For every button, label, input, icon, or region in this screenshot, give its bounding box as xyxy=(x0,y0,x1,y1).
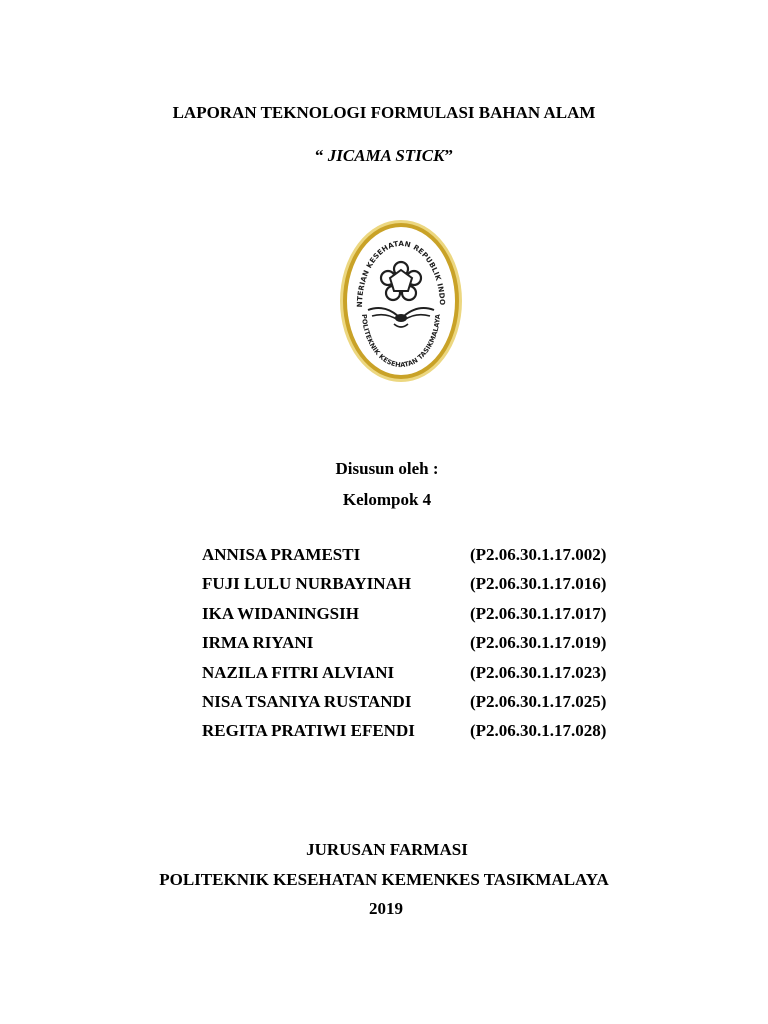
subtitle-close-quote: ” xyxy=(444,146,453,165)
member-student-id: (P2.06.30.1.17.016) xyxy=(470,574,607,594)
member-student-id: (P2.06.30.1.17.023) xyxy=(470,662,607,682)
report-subtitle xyxy=(0,146,768,166)
member-name: NISA TSANIYA RUSTANDI xyxy=(202,691,412,711)
member-student-id: (P2.06.30.1.17.019) xyxy=(470,633,607,653)
member-name: FUJI LULU NURBAYINAH xyxy=(202,574,412,594)
member-name: REGITA PRATIWI EFENDI xyxy=(202,721,415,741)
member-row xyxy=(202,663,642,692)
member-name: NAZILA FITRI ALVIANI xyxy=(202,662,395,682)
subtitle-product-name: JICAMA STICK xyxy=(327,146,445,165)
member-row xyxy=(202,545,642,574)
svg-text:KEMENTERIAN KESEHATAN REPUBLIK: NTERIAN KESEHATAN REPUBLIK INDO xyxy=(354,238,448,308)
member-row xyxy=(202,633,642,662)
svg-text:POLITEKNIK KESEHATAN TASIKMALA: POLITEKNIK KESEHATAN TASIKMALAYA xyxy=(360,313,443,370)
member-row xyxy=(202,604,642,633)
authored-by-label: Disusun oleh : xyxy=(335,459,439,478)
member-row xyxy=(202,721,642,750)
report-year: 2019 xyxy=(369,899,403,918)
member-list xyxy=(202,545,642,751)
group-label: Kelompok 4 xyxy=(342,490,432,509)
member-name: IKA WIDANINGSIH xyxy=(202,603,359,623)
report-title: LAPORAN TEKNOLOGI FORMULASI BAHAN ALAM xyxy=(172,103,596,122)
member-row xyxy=(202,574,642,603)
member-name: IRMA RIYANI xyxy=(202,633,314,653)
member-student-id: (P2.06.30.1.17.017) xyxy=(470,603,607,623)
member-student-id: (P2.06.30.1.17.028) xyxy=(470,721,607,741)
member-name: ANNISA PRAMESTI xyxy=(202,545,361,564)
member-row xyxy=(202,692,642,721)
institution-name: POLITEKNIK KESEHATAN KEMENKES TASIKMALAYA xyxy=(159,870,609,889)
member-student-id: (P2.06.30.1.17.002) xyxy=(470,545,607,564)
subtitle-open-quote: “ xyxy=(315,146,328,165)
member-student-id: (P2.06.30.1.17.025) xyxy=(470,691,607,711)
ministry-of-health-seal-icon xyxy=(338,218,464,384)
department-name: JURUSAN FARMASI xyxy=(306,840,468,859)
